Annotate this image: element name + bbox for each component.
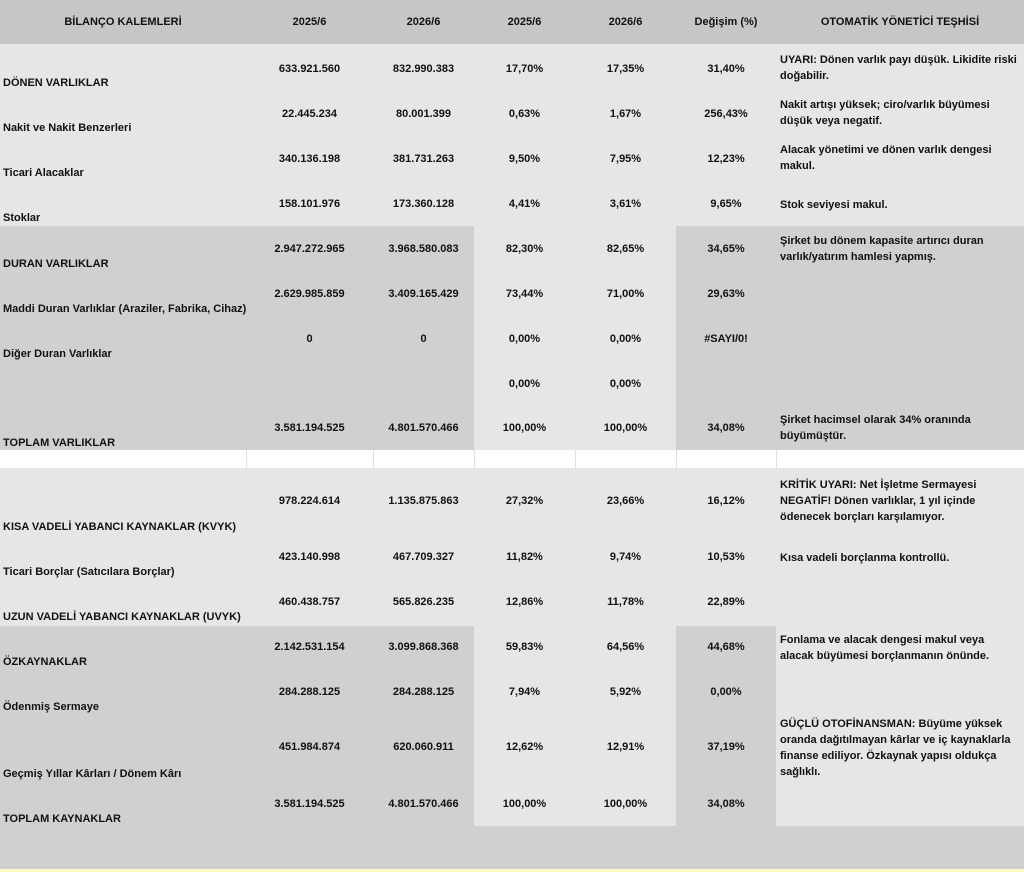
change-pct: 10,53% [707,551,745,563]
value-2026: 4.801.570.466 [388,422,459,434]
change-pct: 31,40% [707,63,745,75]
pct-2025: 4,41% [508,198,541,210]
table-row [0,226,1024,271]
value-2026: 3.099.868.368 [388,641,459,653]
row-label: DÖNEN VARLIKLAR [3,77,109,89]
header-change: Değişim (%) [694,16,758,28]
pct-2025: 82,30% [505,243,544,255]
diagnosis-note: Alacak yönetimi ve dönen varlık dengesi makul. [780,144,992,172]
row-label: UZUN VADELİ YABANCI KAYNAKLAR (UVYK) [3,611,241,623]
diagnosis-note: Stok seviyesi makul. [780,199,888,211]
row-label: Diğer Duran Varlıklar [3,348,112,360]
table-row [0,89,1024,134]
header-2026-value: 2026/6 [406,16,441,28]
table-row [0,671,1024,716]
row-label: KISA VADELİ YABANCI KAYNAKLAR (KVYK) [3,521,237,533]
value-2026: 832.990.383 [392,63,455,75]
row-label: ÖZKAYNAKLAR [3,656,87,668]
pct-2026: 82,65% [606,243,645,255]
table-row [0,179,1024,226]
table-row [0,271,1024,316]
row-label: Stoklar [3,212,41,224]
change-pct: 37,19% [707,741,745,753]
table-row [0,783,1024,828]
table-row [0,406,1024,450]
pct-2025: 7,94% [508,686,541,698]
header-2025-value: 2025/6 [292,16,327,28]
value-2025: 633.921.560 [278,63,341,75]
row-label: Ticari Borçlar (Satıcılara Borçlar) [3,566,175,578]
pct-2025: 11,82% [506,551,543,563]
pct-2026: 7,95% [609,153,642,165]
change-pct: 22,89% [707,596,745,608]
value-2026: 173.360.128 [392,198,455,210]
pct-2025: 0,00% [508,333,541,345]
diagnosis-note: Fonlama ve alacak dengesi makul veya alacak büyümesi borçlanmanın önünde. [780,634,990,662]
header-items: BİLANÇO KALEMLERİ [64,16,182,28]
row-label: TOPLAM VARLIKLAR [3,437,116,449]
table-row [0,44,1024,89]
value-2025: 2.629.985.859 [274,288,345,300]
row-label: Ticari Alacaklar [3,167,84,179]
change-pct: 12,23% [707,153,745,165]
pct-2026: 64,56% [606,641,645,653]
change-pct: 9,65% [710,198,742,210]
table-row [0,536,1024,581]
separator-row [0,450,1024,468]
pct-2026: 100,00% [603,798,648,810]
table-row [0,468,1024,536]
pct-2026: 3,61% [609,198,642,210]
value-2025: 284.288.125 [278,686,341,698]
value-2025: 22.445.234 [281,108,338,120]
value-2026: 4.801.570.466 [388,798,459,810]
table-row [0,361,1024,406]
value-2026: 80.001.399 [395,108,452,120]
value-2025: 978.224.614 [278,495,341,507]
pct-2025: 27,32% [505,495,544,507]
pct-2026: 5,92% [609,686,642,698]
row-label: TOPLAM KAYNAKLAR [3,813,121,825]
value-2026: 3.968.580.083 [388,243,459,255]
value-2025: 0 [306,333,313,345]
pct-2026: 0,00% [609,378,642,390]
value-2026: 381.731.263 [392,153,455,165]
value-2025: 158.101.976 [278,198,341,210]
value-2025: 423.140.998 [278,551,341,563]
row-label: Geçmiş Yıllar Kârları / Dönem Kârı [3,768,182,780]
pct-2025: 17,70% [505,63,544,75]
diagnosis-note: Şirket bu dönem kapasite artırıcı duran varlık/yatırım hamlesi yapmış. [780,235,984,263]
change-pct: 256,43% [704,108,748,120]
pct-2025: 9,50% [508,153,541,165]
change-pct: 34,08% [707,422,745,434]
change-pct: 0,00% [710,686,742,698]
value-2025: 2.142.531.154 [274,641,345,653]
value-2025: 3.581.194.525 [274,422,345,434]
pct-2026: 23,66% [606,495,645,507]
change-pct: 34,08% [707,798,745,810]
header-2026-pct: 2026/6 [608,16,643,28]
pct-2026: 100,00% [603,422,648,434]
pct-2025: 59,83% [505,641,544,653]
row-label: Ödenmiş Sermaye [3,701,99,713]
pct-2026: 17,35% [606,63,645,75]
diagnosis-note: Nakit artışı yüksek; ciro/varlık büyümesi düşük veya negatif. [780,99,990,127]
header-diagnosis: OTOMATİK YÖNETİCİ TEŞHİSİ [820,16,980,28]
pct-2026: 9,74% [609,551,642,563]
diagnosis-note: Kısa vadeli borçlanma kontrollü. [780,552,950,564]
pct-2025: 12,86% [505,596,544,608]
header-2025-pct: 2025/6 [507,16,542,28]
value-2026: 620.060.911 [393,741,454,753]
table-row [0,716,1024,783]
change-pct: 29,63% [707,288,745,300]
pct-2026: 0,00% [609,333,642,345]
value-2025: 2.947.272.965 [274,243,345,255]
change-pct: 34,65% [707,243,745,255]
table-row [0,581,1024,626]
pct-2025: 100,00% [502,798,547,810]
row-label: Nakit ve Nakit Benzerleri [3,122,132,134]
pct-2026: 1,67% [609,108,642,120]
value-2025: 3.581.194.525 [274,798,345,810]
change-pct: 44,68% [707,641,745,653]
pct-2026: 12,91% [606,741,645,753]
row-label: DURAN VARLIKLAR [3,258,109,270]
row-label: Maddi Duran Varlıklar (Araziler, Fabrika, Cihaz) [3,303,247,315]
value-2026: 467.709.327 [392,551,455,563]
change-pct: #SAYI/0! [704,333,748,345]
pct-2025: 100,00% [502,422,547,434]
value-2026: 0 [420,333,427,345]
value-2026: 3.409.165.429 [388,288,459,300]
table-row [0,316,1024,361]
value-2026: 565.826.235 [392,596,455,608]
pct-2025: 73,44% [505,288,544,300]
value-2025: 451.984.874 [278,741,341,753]
value-2026: 1.135.875.863 [388,495,459,507]
value-2026: 284.288.125 [392,686,455,698]
diagnosis-note: KRİTİK UYARI: Net İşletme Sermayesi NEGATİF! Dönen varlıklar, 1 yıl içinde ödenecek borçları karşılamıyor. [780,479,977,523]
diagnosis-note: UYARI: Dönen varlık payı düşük. Likidite riski doğabilir. [780,54,1017,82]
pct-2026: 71,00% [606,288,645,300]
pct-2025: 0,63% [508,108,541,120]
value-2025: 460.438.757 [278,596,341,608]
pct-2026: 11,78% [607,596,644,608]
table-header [0,0,1024,44]
change-pct: 16,12% [707,495,745,507]
diagnosis-note: GÜÇLÜ OTOFİNANSMAN: Büyüme yüksek oranda dağıtılmayan kârlar ve iç kaynaklarla finanse ediliyor. Özkaynak yapısı oldukça sağlıklı. [780,718,1011,778]
table-row [0,626,1024,671]
value-2025: 340.136.198 [278,153,341,165]
diagnosis-note: Şirket hacimsel olarak 34% oranında büyümüştür. [780,414,971,442]
table-row [0,134,1024,179]
pct-2025: 12,62% [505,741,544,753]
pct-2025: 0,00% [508,378,541,390]
